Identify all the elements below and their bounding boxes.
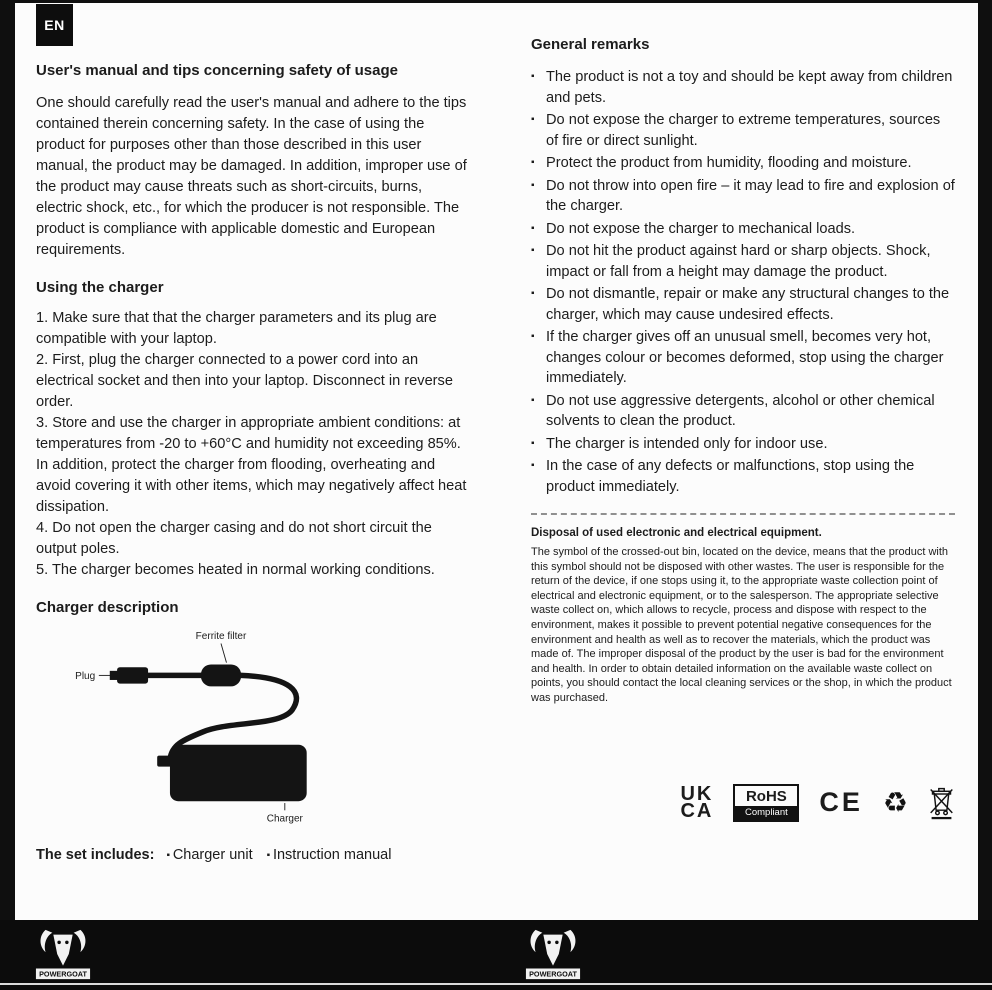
- recycle-icon: ♻: [882, 786, 908, 818]
- using-step: 4. Do not open the charger casing and do not short circuit the output poles.: [36, 520, 432, 557]
- general-remarks-list: [531, 67, 955, 497]
- charger-diagram: [66, 628, 472, 829]
- left-column: [36, 62, 472, 863]
- right-column: [531, 36, 955, 822]
- set-includes-item: ▪ Instruction manual: [267, 847, 392, 863]
- using-step: 5. The charger becomes heated in normal working conditions.: [36, 562, 435, 578]
- general-remark-item: ▪ Do not expose the charger to mechanical loads.: [531, 219, 955, 240]
- top-border: [0, 0, 992, 3]
- weee-bin-icon: [928, 785, 955, 821]
- compliance-logos: [531, 784, 955, 822]
- right-border: [978, 0, 992, 921]
- using-step: 2. First, plug the charger connected to a power cord into an electrical socket and then into your laptop. Disconnect in reverse order.: [36, 352, 453, 410]
- ferrite-filter-shape: [201, 664, 241, 686]
- general-remark-item: ▪ Do not throw into open fire – it may lead to fire and explosion of the charger.: [531, 176, 955, 217]
- using-charger-heading: Using the charger: [36, 279, 164, 296]
- general-remark-item: ▪ Do not dismantle, repair or make any structural changes to the charger, which may cause undesired effects.: [531, 284, 955, 325]
- general-remark-item: ▪ Do not use aggressive detergents, alcohol or other chemical solvents to clean the product.: [531, 391, 955, 432]
- dashed-divider: [531, 513, 955, 515]
- ukca-top: UK: [680, 782, 714, 805]
- using-step: 3. Store and use the charger in appropriate ambient conditions: at temperatures from -20 to +60°C and humidity not exceeding 85%. In addition, protect the charger from flooding, overheating and avoid covering it with other items, which may negatively affect heat dissipation.: [36, 415, 467, 515]
- charger-description-heading: Charger description: [36, 599, 179, 616]
- ce-mark: CE: [819, 787, 863, 818]
- manual-title: User's manual and tips concerning safety of usage: [36, 62, 398, 79]
- ferrite-filter-label: Ferrite filter: [195, 630, 247, 642]
- general-remark-item: ▪ The charger is intended only for indoor use.: [531, 434, 955, 455]
- plug-label: Plug: [75, 671, 96, 683]
- rohs-label: RoHS: [745, 787, 787, 805]
- set-includes-item: ▪ Charger unit: [166, 847, 252, 863]
- charger-diagram-drawing: [66, 628, 376, 824]
- charger-label: Charger: [266, 813, 303, 824]
- intro-paragraph: One should carefully read the user's manual and adhere to the tips contained therein concerning safety. In the case of using the product for purposes other than those described in this user manual, the product may be damaged. In addition, improper use of the product may cause threats such as short-circuits, burns, electric shock, etc., for which the producer is not responsible. The product is compliance with applicable domestic and European requirements.: [36, 95, 467, 258]
- footer-bar: [0, 920, 992, 990]
- language-badge: EN: [36, 4, 73, 46]
- powergoat-wordmark: POWERGOAT: [529, 969, 577, 979]
- powergoat-logo: [34, 925, 92, 988]
- disposal-paragraph: The symbol of the crossed-out bin, located on the device, means that the product with this symbol should not be disposed with other wastes. The user is responsible for the return of the device, if one stops using it, to the appropriate waste collection point of electrical and electronic equipment, or to the salesperson. The appropriate selective waste collect on, which allows to recycle, process and dispose with respect to the environment, makes it possible to prevent potential negative consequences for the environment and health as well as to recover the materials, which the product was made of. The improper disposal of the product by the user is bad for the environment and health. In order to obtain detailed information on the available waste collect on points, you should contact the local cleaning services or the shop, in which the product was purchased.: [531, 546, 952, 704]
- set-includes: [36, 847, 472, 863]
- general-remark-item: ▪ The product is not a toy and should be kept away from children and pets.: [531, 67, 955, 108]
- general-remark-item: ▪ Protect the product from humidity, flooding and moisture.: [531, 153, 955, 174]
- using-step: 1. Make sure that that the charger parameters and its plug are compatible with your laptop.: [36, 310, 437, 347]
- using-steps: [36, 308, 472, 581]
- rohs-compliant-label: Compliant: [735, 806, 797, 820]
- general-remarks-heading: General remarks: [531, 36, 650, 53]
- general-remark-item: ▪ Do not expose the charger to extreme temperatures, sources of fire or direct sunlight.: [531, 110, 955, 151]
- footer-hairline: [0, 983, 992, 985]
- plug-body: [117, 667, 148, 683]
- left-border: [0, 0, 15, 921]
- general-remark-item: ▪ If the charger gives off an unusual smell, becomes very hot, changes colour or becomes deformed, stop using the charger immediately.: [531, 327, 955, 389]
- powergoat-wordmark: POWERGOAT: [39, 969, 87, 979]
- ukca-mark: [680, 782, 714, 822]
- general-remark-item: ▪ Do not hit the product against hard or sharp objects. Shock, impact or fall from a height may damage the product.: [531, 241, 955, 282]
- powergoat-logo: [524, 925, 582, 988]
- general-remark-item: ▪ In the case of any defects or malfunctions, stop using the product immediately.: [531, 456, 955, 497]
- disposal-heading: Disposal of used electronic and electrical equipment.: [531, 527, 822, 539]
- set-includes-label: The set includes:: [36, 847, 155, 863]
- rohs-mark: [733, 784, 799, 822]
- ukca-bottom: CA: [680, 799, 714, 822]
- charger-body: [170, 745, 307, 802]
